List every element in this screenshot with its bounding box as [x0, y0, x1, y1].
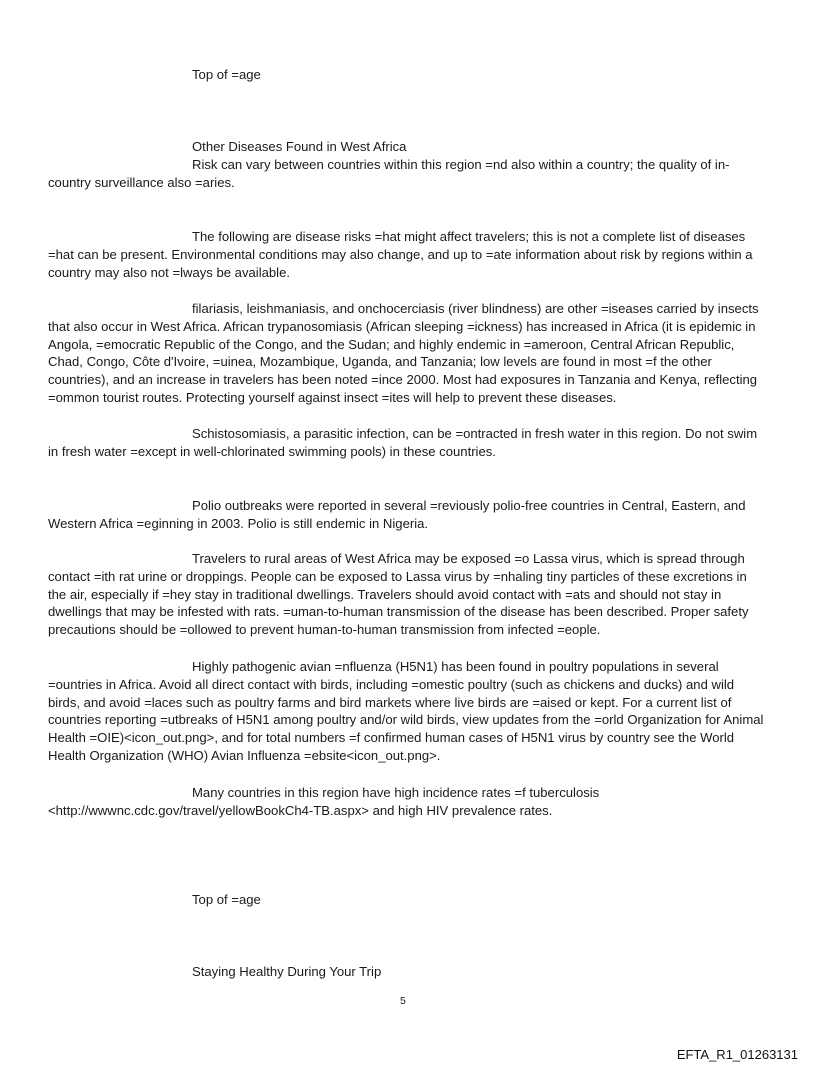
paragraph-disease-risks: The following are disease risks =hat might affect travelers; this is not a complete list of diseases =hat can be present. Environmental conditions may also change, and up to =ate information about risk by regions within a country may also not =lways be available. — [48, 229, 753, 280]
document-id: EFTA_R1_01263131 — [676, 1047, 798, 1062]
next-section-heading: Staying Healthy During Your Trip — [192, 964, 382, 979]
page-number: 5 — [400, 995, 406, 1007]
paragraph-risk-variation: Risk can vary between countries within this region =nd also within a country; the quality of in-country surveillance also =aries. — [48, 157, 730, 190]
paragraph-polio: Polio outbreaks were reported in several =reviously polio-free countries in Central, Eastern, and Western Africa =eginning in 2003. Polio is still endemic in Nigeria. — [48, 498, 746, 531]
paragraph-tuberculosis: Many countries in this region have high incidence rates =f tuberculosis <http://wwwnc.cdc.gov/travel/yellowBookCh4-TB.aspx> and high HIV prevalence rates. — [48, 785, 600, 818]
paragraph-avian-influenza: Highly pathogenic avian =nfluenza (H5N1) has been found in poultry populations in several =ountries in Africa. Avoid all direct contact with birds, including =omestic poultry (such as chickens and ducks) and wild birds, and avoid =laces such as poultry farms and bird markets where live birds are =aised or kept. For a current list of countries reporting =utbreaks of H5N1 among poultry and/or wild birds, view updates from the =orld Organization for Animal Health =OIE)<icon_out.png>, and for total numbers =f confirmed human cases of H5N1 virus by country see the World Health Organization (WHO) Avian Influenza =ebsite<icon_out.png>. — [48, 659, 764, 763]
top-of-page-link[interactable]: Top of =age — [192, 67, 261, 82]
section-heading: Other Diseases Found in West Africa — [192, 139, 407, 154]
paragraph-insect-diseases: filariasis, leishmaniasis, and onchocerciasis (river blindness) are other =iseases carried by insects that also occur in West Africa. African trypanosomiasis (African sleeping =ickness) has increased in Africa (it is epidemic in Angola, =emocratic Republic of the Congo, and the Sudan; and highly endemic in =ameroon, Central African Republic, Chad, Congo, Côte d'Ivoire, =uinea, Mozambique, Uganda, and Tanzania; low levels are found in most =f the other countries), and an increase in travelers has been noted =ince 2000. Most had exposures in Tanzania and Kenya, reflecting =ommon tourist routes. Protecting yourself against insect =ites will help to prevent these diseases. — [48, 301, 759, 405]
paragraph-schistosomiasis: Schistosomiasis, a parasitic infection, can be =ontracted in fresh water in this region. Do not swim in fresh water =except in well-chlorinated swimming pools) in these countries. — [48, 426, 758, 459]
paragraph-lassa: Travelers to rural areas of West Africa may be exposed =o Lassa virus, which is spread through contact =ith rat urine or droppings. People can be exposed to Lassa virus by =nhaling tiny particles of these excretions in the air, especially if =hey stay in traditional dwellings. Travelers should avoid contact with =ats and should not stay in dwellings that may be infested with rats. =uman-to-human transmission of the disease has been described. Proper safety precautions should be =ollowed to prevent human-to-human transmission from infected =eople. — [48, 551, 749, 638]
top-of-page-link[interactable]: Top of =age — [192, 892, 261, 907]
